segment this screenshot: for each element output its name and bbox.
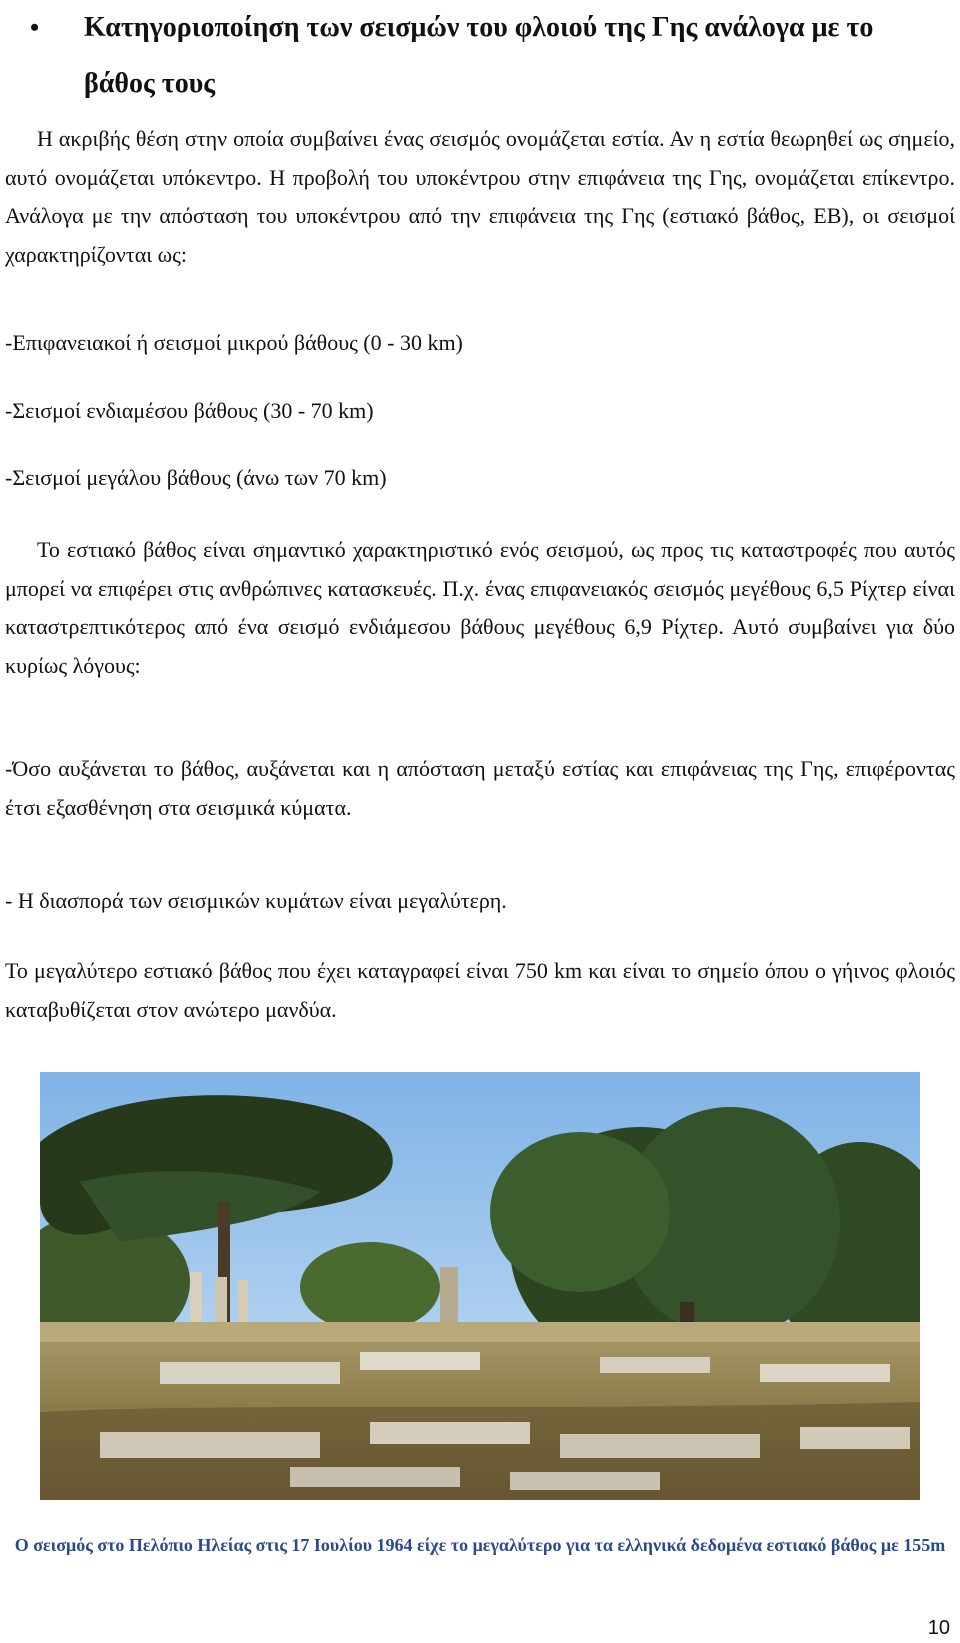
section-heading xyxy=(30,0,950,112)
bullet-icon: • xyxy=(30,13,40,42)
reason-one-paragraph: -Όσο αυξάνεται το βάθος, αυξάνεται και η απόσταση μεταξύ εστίας και επιφάνειας της Γης, επιφέροντας έτσι εξασθένηση στα σεισμικά κύματα. xyxy=(5,756,955,820)
intro-paragraph: Η ακριβής θέση στην οποία συμβαίνει ένας σεισμός ονομάζεται εστία. Αν η εστία θεωρηθεί ως σημείο, αυτό ονομάζεται υπόκεντρο. Η προβολή του υποκέντρου στην επιφάνεια της Γης, ονομάζεται επίκεντρο. Ανάλογα με την απόσταση του υποκέντρου από την επιφάνεια της Γης (εστιακό βάθος, ΕΒ), οι σεισμοί χαρακτηρίζονται ως: xyxy=(5,126,955,267)
list-item-shallow: -Επιφανειακοί ή σεισμοί μικρού βάθους (0 - 30 km) xyxy=(5,330,463,355)
max-depth-paragraph: Το μεγαλύτερο εστιακό βάθος που έχει καταγραφεί είναι 750 km και είναι το σημείο όπου ο γήινος φλοιός καταβυθίζεται στον ανώτερο μανδύα. xyxy=(5,958,955,1022)
figure-caption: Ο σεισμός στο Πελόπιο Ηλείας στις 17 Ιουλίου 1964 είχε το μεγαλύτερο για τα ελληνικά δεδομένα εστιακό βάθος με 155m xyxy=(14,1535,946,1555)
olympia-ruins-photo xyxy=(40,1072,920,1500)
heading-text: Κατηγοριοποίηση των σεισμών του φλοιού της Γης ανάλογα με το βάθος τους xyxy=(84,12,874,99)
reason-two-line: - Η διασπορά των σεισμικών κυμάτων είναι μεγαλύτερη. xyxy=(5,888,507,913)
page-number: 10 xyxy=(927,1617,950,1639)
list-item-deep: -Σεισμοί μεγάλου βάθους (άνω των 70 km) xyxy=(5,465,387,490)
depth-importance-paragraph: Το εστιακό βάθος είναι σημαντικό χαρακτηριστικό ενός σεισμού, ως προς τις καταστροφές που αυτός μπορεί να επιφέρει στις ανθρώπινες κατασκευές. Π.χ. ένας επιφανειακός σεισμός μεγέθους 6,5 Ρίχτερ είναι καταστρεπτικότερος από ένα σεισμό ενδιάμεσου βάθους μεγέθους 6,9 Ρίχτερ. Αυτό συμβαίνει για δύο κυρίως λόγους: xyxy=(5,537,955,678)
list-item-intermediate: -Σεισμοί ενδιαμέσου βάθους (30 - 70 km) xyxy=(5,398,374,423)
